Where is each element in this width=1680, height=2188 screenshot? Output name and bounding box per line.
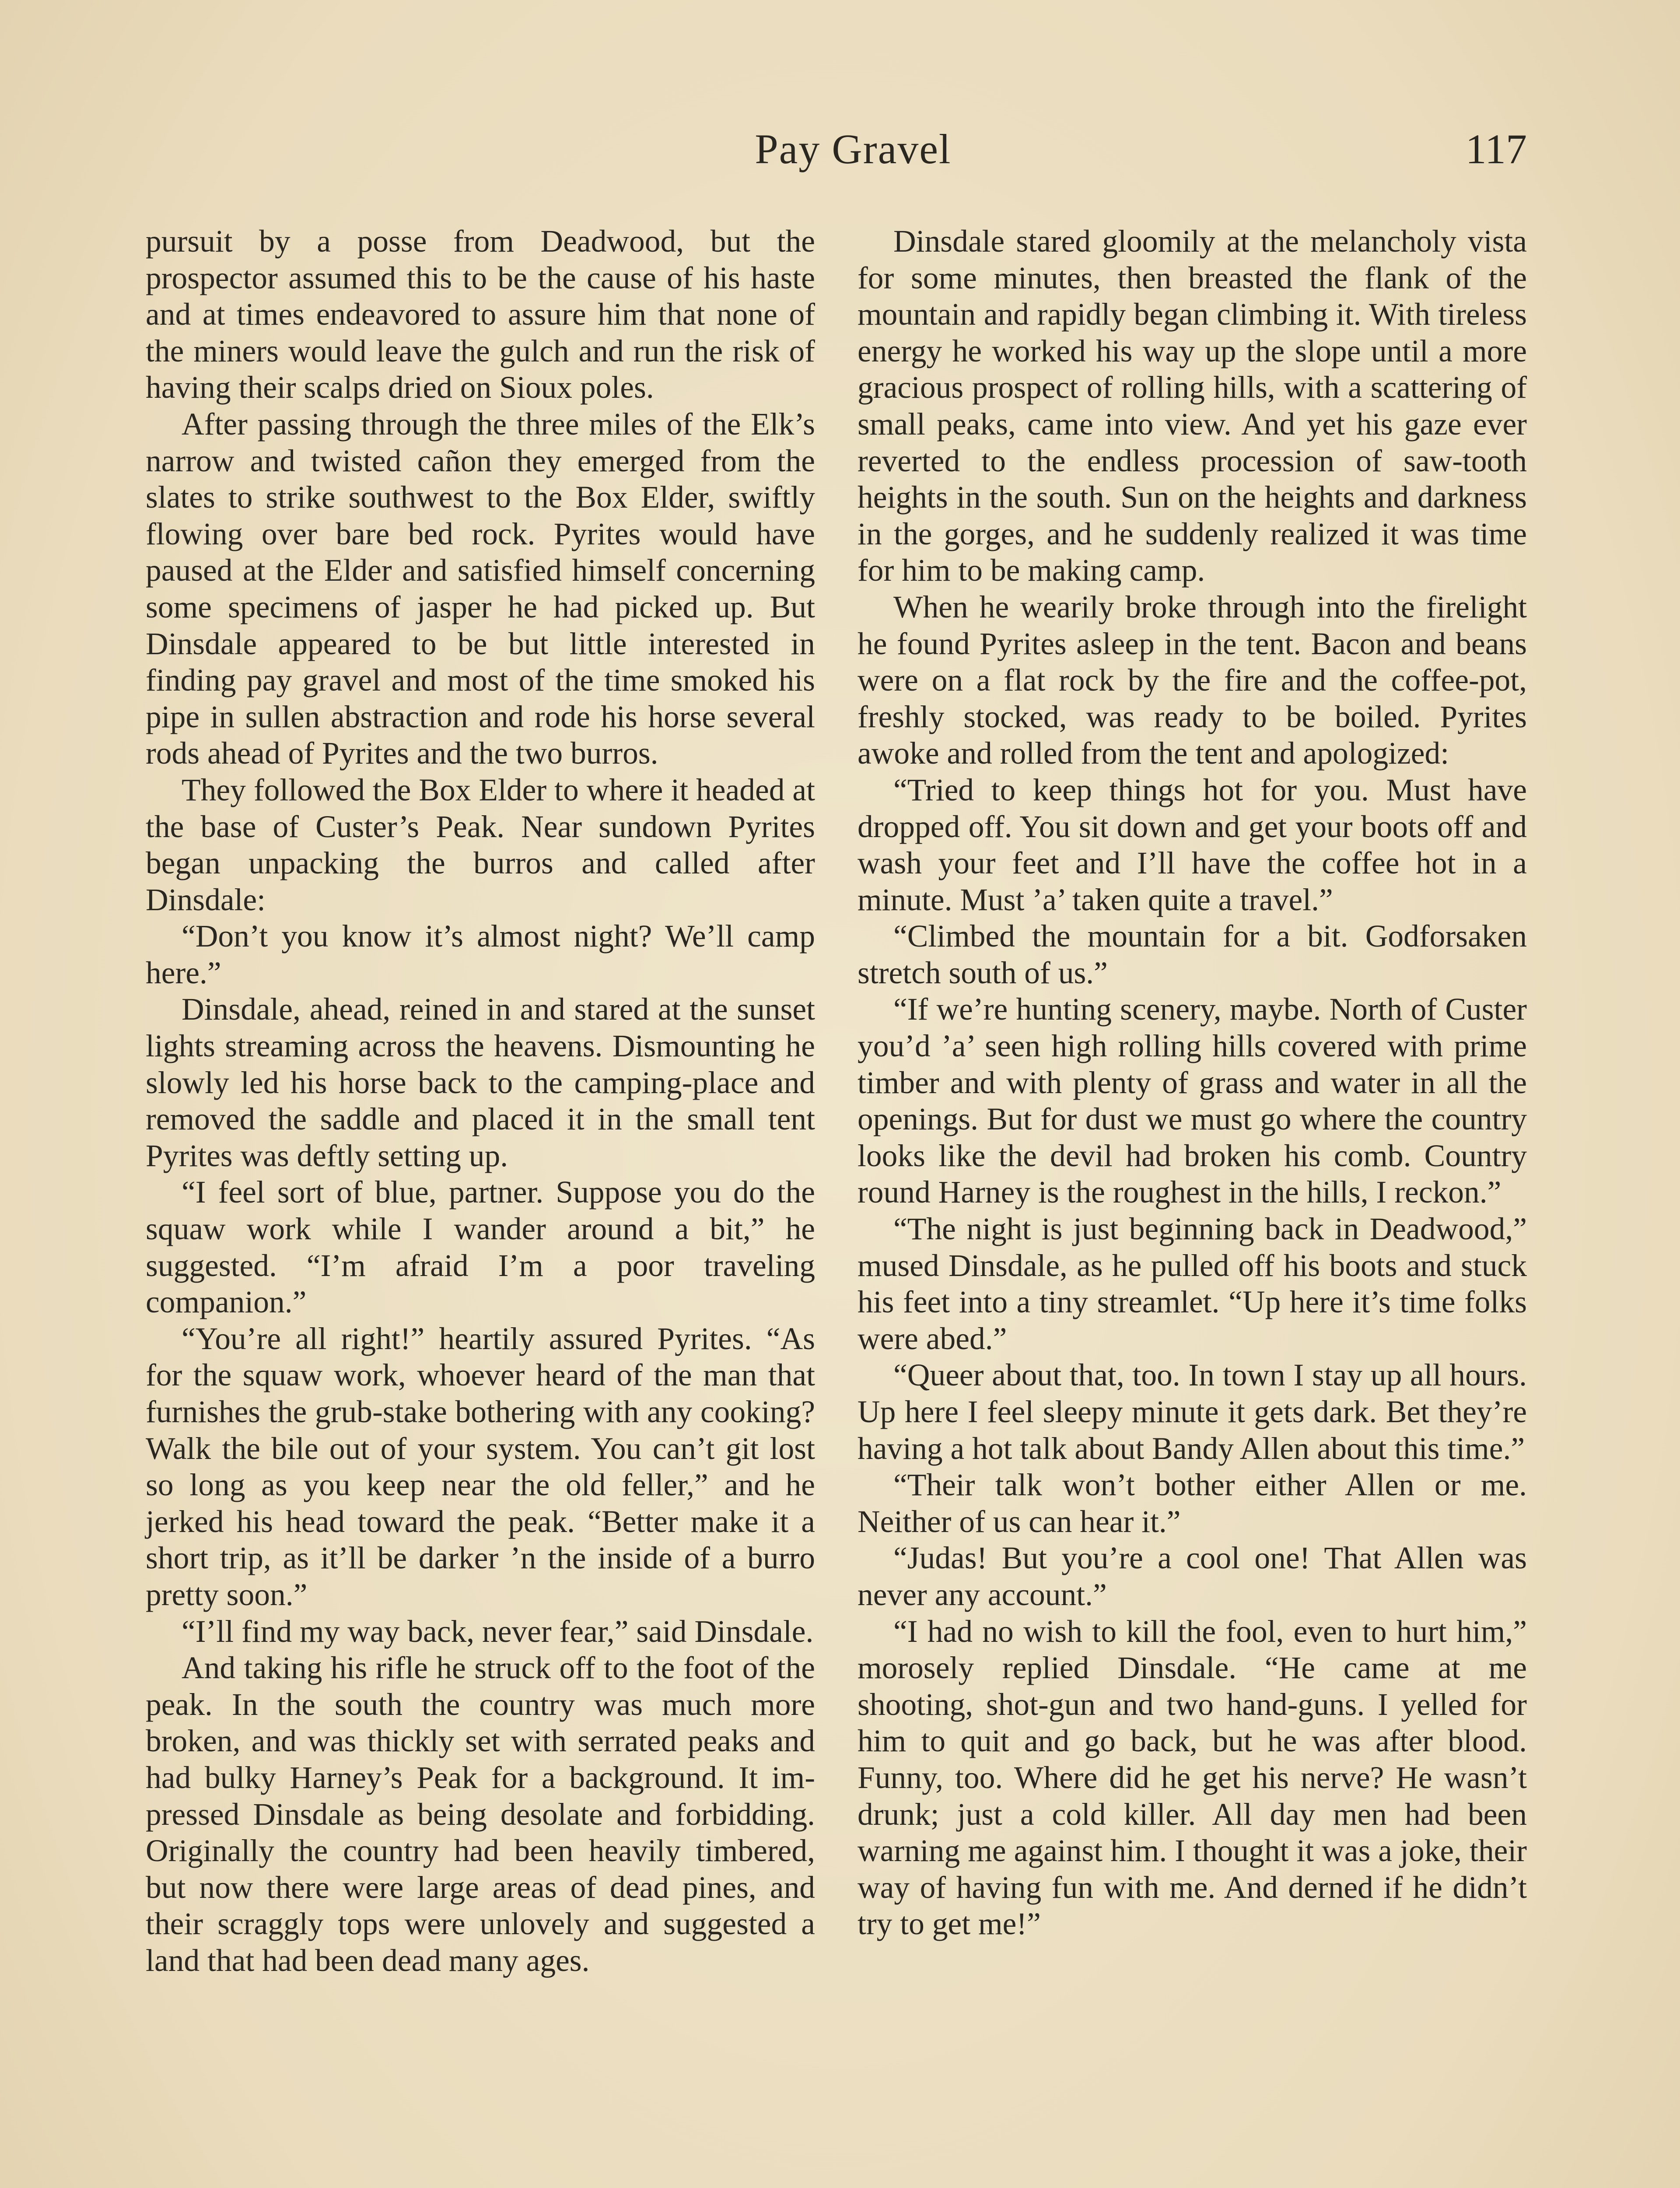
paragraph: “Don’t you know it’s almost night? We’ll camp here.” — [146, 919, 815, 990]
page-number: 117 — [1465, 126, 1527, 172]
paragraph: “Queer about that, too. In town I stay up all hours. Up here I feel sleepy minute it gets dark. Bet they’re having a hot talk about Bandy Allen about this time.” — [858, 1358, 1527, 1466]
paragraph: “I feel sort of blue, partner. Suppose you do the squaw work while I wander around a bit,” he suggested. “I’m afraid I’m a poor traveling companion.” — [146, 1175, 815, 1320]
paragraph: “I had no wish to kill the fool, even to hurt him,” morosely replied Dinsdale. “He came at me shooting, shot-gun and two hand-guns. I yelled for him to quit and go back, but he was after blood. Funny, too. Where did he get his nerve? He wasn’t drunk; just a cold killer. All day men had been warning me against him. I thought it was a joke, their way of having fun with me. And derned if he didn’t try to get me!” — [858, 1614, 1527, 1942]
paragraph: “Tried to keep things hot for you. Must have dropped off. You sit down and get your boots off and wash your feet and I’ll have the coffee hot in a minute. Must ’a’ taken quite a travel.” — [858, 772, 1527, 917]
paragraph: “You’re all right!” heartily assured Pyrites. “As for the squaw work, whoever heard of the man that furnishes the grub-stake bothering with any cooking? Walk the bile out of your system. You can’t git lost so long as you keep near the old feller,” and he jerked his head toward the peak. “Better make it a short trip, as it’ll be darker ’n the inside of a burro pretty soon.” — [146, 1321, 815, 1612]
paragraph: “I’ll find my way back, never fear,” said Dinsdale. — [182, 1614, 814, 1649]
text-column-left — [146, 223, 815, 1979]
paragraph: And taking his rifle he struck off to the foot of the peak. In the south the country was much more broken, and was thickly set with serrated peaks and had bulky Harney’s Peak for a background. It impressed Dinsdale as being desolate and forbidding. Originally the country had been heavily timbered, but now there were large areas of dead pines, and their scraggly tops were unlovely and suggested a land that had been dead many ages. — [146, 1651, 815, 1978]
paragraph: “Climbed the mountain for a bit. Godforsaken stretch south of us.” — [858, 919, 1527, 990]
paragraph: Dinsdale stared gloomily at the melancholy vista for some minutes, then breasted the flank of the mountain and rapidly began climbing it. With tireless energy he worked his way up the slope until a more gracious prospect of rolling hills, with a scattering of small peaks, came into view. And yet his gaze ever reverted to the endless procession of saw-tooth heights in the south. Sun on the heights and darkness in the gorges, and he suddenly realized it was time for him to be making camp. — [858, 224, 1527, 588]
paragraph: “Judas! But you’re a cool one! That Allen was never any account.” — [858, 1541, 1527, 1612]
paragraph: pursuit by a posse from Deadwood, but the prospector assumed this to be the cause of his haste and at times endeavored to assure him that none of the miners would leave the gulch and run the risk of having their scalps dried on Sioux poles. — [146, 224, 815, 405]
paragraph: After passing through the three miles of the Elk’s narrow and twisted cañon they emerged from the slates to strike southwest to the Box Elder, swiftly flowing over bare bed rock. Pyrites would have paused at the Elder and satisfied himself concerning some specimens of jasper he had picked up. But Dinsdale appeared to be but little interested in finding pay gravel and most of the time smoked his pipe in sullen abstraction and rode his horse several rods ahead of Pyrites and the two burros. — [146, 407, 815, 771]
paragraph: “The night is just beginning back in Deadwood,” mused Dinsdale, as he pulled off his boots and stuck his feet into a tiny streamlet. “Up here it’s time folks were abed.” — [858, 1212, 1527, 1356]
paragraph: “If we’re hunting scenery, maybe. North of Custer you’d ’a’ seen high rolling hills covered with prime timber and with plenty of grass and water in all the openings. But for dust we must go where the country looks like the devil had broken his comb. Country round Harney is the roughest in the hills, I reckon.” — [858, 992, 1527, 1210]
paragraph: Dinsdale, ahead, reined in and stared at the sunset lights streaming across the heavens. Dismounting he slowly led his horse back to the camping-place and removed the saddle and placed it in the small tent Pyrites was deftly setting up. — [146, 992, 815, 1173]
text-column-right — [858, 223, 1527, 1943]
paragraph: They followed the Box Elder to where it headed at the base of Custer’s Peak. Near sundown Pyrites began unpacking the burros and called after Dinsdale: — [146, 772, 815, 917]
running-title: Pay Gravel — [755, 126, 952, 172]
paragraph: When he wearily broke through into the firelight he found Pyrites asleep in the tent. Bacon and beans were on a flat rock by the fire and the coffee-pot, freshly stocked, was ready to be boiled. Pyrites awoke and rolled from the tent and apologized: — [858, 589, 1527, 771]
paragraph: “Their talk won’t bother either Allen or me. Neither of us can hear it.” — [858, 1468, 1527, 1539]
